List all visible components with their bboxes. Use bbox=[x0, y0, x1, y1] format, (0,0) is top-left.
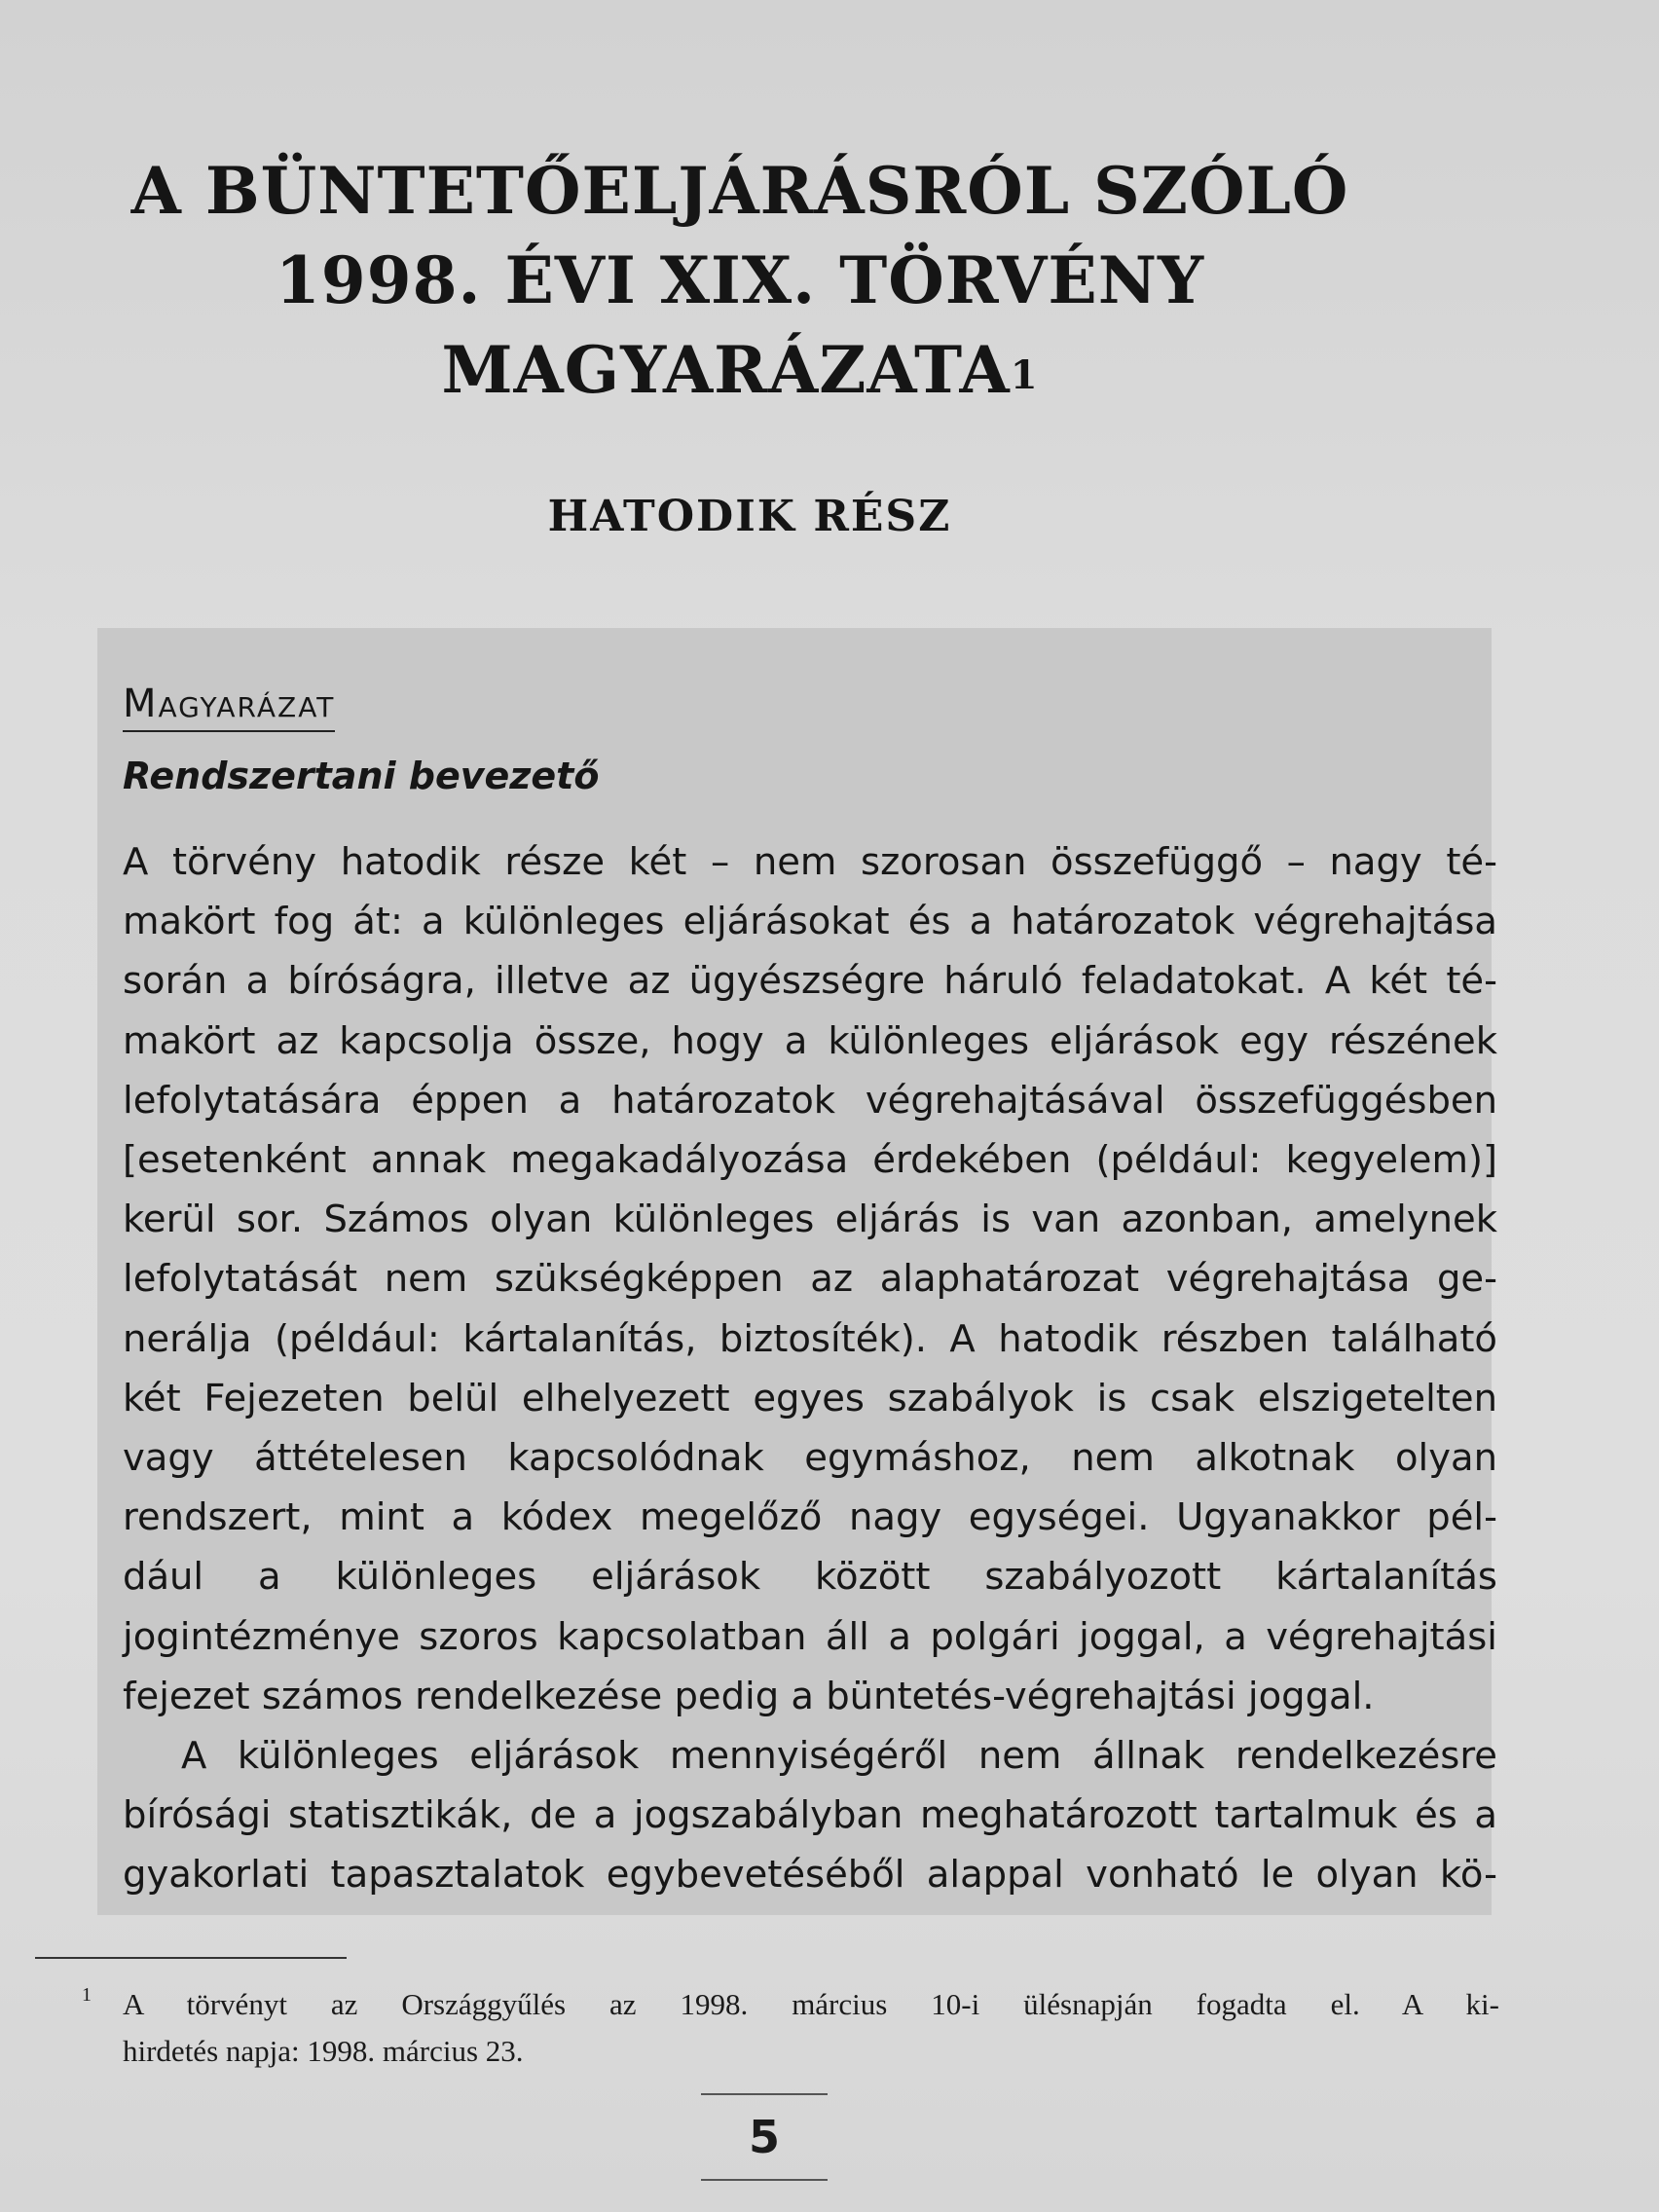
title-line-3-text: MAGYARÁZATA bbox=[441, 332, 1011, 408]
title-line-3 bbox=[58, 325, 1421, 415]
commentary-heading: Magyarázat bbox=[123, 682, 335, 732]
body-line: fejezet számos rendelkezése pedig a büntetés-végrehajtási joggal. bbox=[123, 1674, 1375, 1718]
title-footnote-ref: 1 bbox=[1010, 352, 1039, 398]
body-line: nerálja (például: kártalanítás, biztosíték). A hatodik részben található bbox=[123, 1316, 1497, 1361]
commentary-body bbox=[123, 832, 1497, 1905]
body-line: bírósági statisztikák, de a jogszabályban meghatározott tartalmuk és a bbox=[123, 1793, 1497, 1838]
body-line: [esetenként annak megakadályozása érdekében (például: kegyelem)] bbox=[123, 1138, 1497, 1183]
footnote bbox=[82, 1981, 1499, 2075]
page-title bbox=[58, 146, 1421, 415]
footnote-line-2: hirdetés napja: 1998. március 23. bbox=[123, 2034, 524, 2068]
footnote-divider bbox=[35, 1957, 347, 1959]
title-line-2: 1998. ÉVI XIX. TÖRVÉNY bbox=[275, 242, 1205, 318]
footnote-line-1: A törvényt az Országgyűlés az 1998. március 10-i ülésnapján fogadta el. A ki- bbox=[123, 1987, 1499, 2021]
body-line: rendszert, mint a kódex megelőző nagy egységei. Ugyanakkor pél- bbox=[123, 1495, 1497, 1540]
body-line: jogintézménye szoros kapcsolatban áll a polgári joggal, a végrehajtási bbox=[123, 1614, 1497, 1659]
body-line: két Fejezeten belül elhelyezett egyes szabályok is csak elszigetelten bbox=[123, 1376, 1497, 1420]
body-line: A törvény hatodik része két – nem szorosan összefüggő – nagy té- bbox=[123, 840, 1497, 884]
body-line: lefolytatására éppen a határozatok végrehajtásával összefüggésben bbox=[123, 1078, 1497, 1123]
commentary-subheading: Rendszertani bevezető bbox=[123, 755, 600, 797]
body-line: során a bíróságra, illetve az ügyészségre háruló feladatokat. A két té- bbox=[123, 959, 1497, 1004]
body-line: dául a különleges eljárások között szabályozott kártalanítás bbox=[123, 1555, 1497, 1600]
title-line-1: A BÜNTETŐELJÁRÁSRÓL SZÓLÓ bbox=[130, 153, 1349, 229]
body-line: makört fog át: a különleges eljárásokat és a határozatok végrehajtása bbox=[123, 900, 1497, 944]
body-line: makört az kapcsolja össze, hogy a különleges eljárások egy részének bbox=[123, 1018, 1497, 1063]
footnote-mark: 1 bbox=[82, 1984, 92, 2006]
body-line: A különleges eljárások mennyiségéről nem állnak rendelkezésre bbox=[181, 1734, 1497, 1779]
body-line: gyakorlati tapasztalatok egybevetéséből alappal vonható le olyan kö- bbox=[123, 1853, 1497, 1898]
part-title: HATODIK RÉSZ bbox=[547, 492, 952, 541]
body-line: lefolytatását nem szükségképpen az alaphatározat végrehajtása ge- bbox=[123, 1257, 1497, 1302]
body-line: vagy áttételesen kapcsolódnak egymáshoz, nem alkotnak olyan bbox=[123, 1436, 1497, 1481]
body-line: kerül sor. Számos olyan különleges eljárás is van azonban, amelynek bbox=[123, 1198, 1497, 1242]
page-number: 5 bbox=[701, 2093, 828, 2181]
